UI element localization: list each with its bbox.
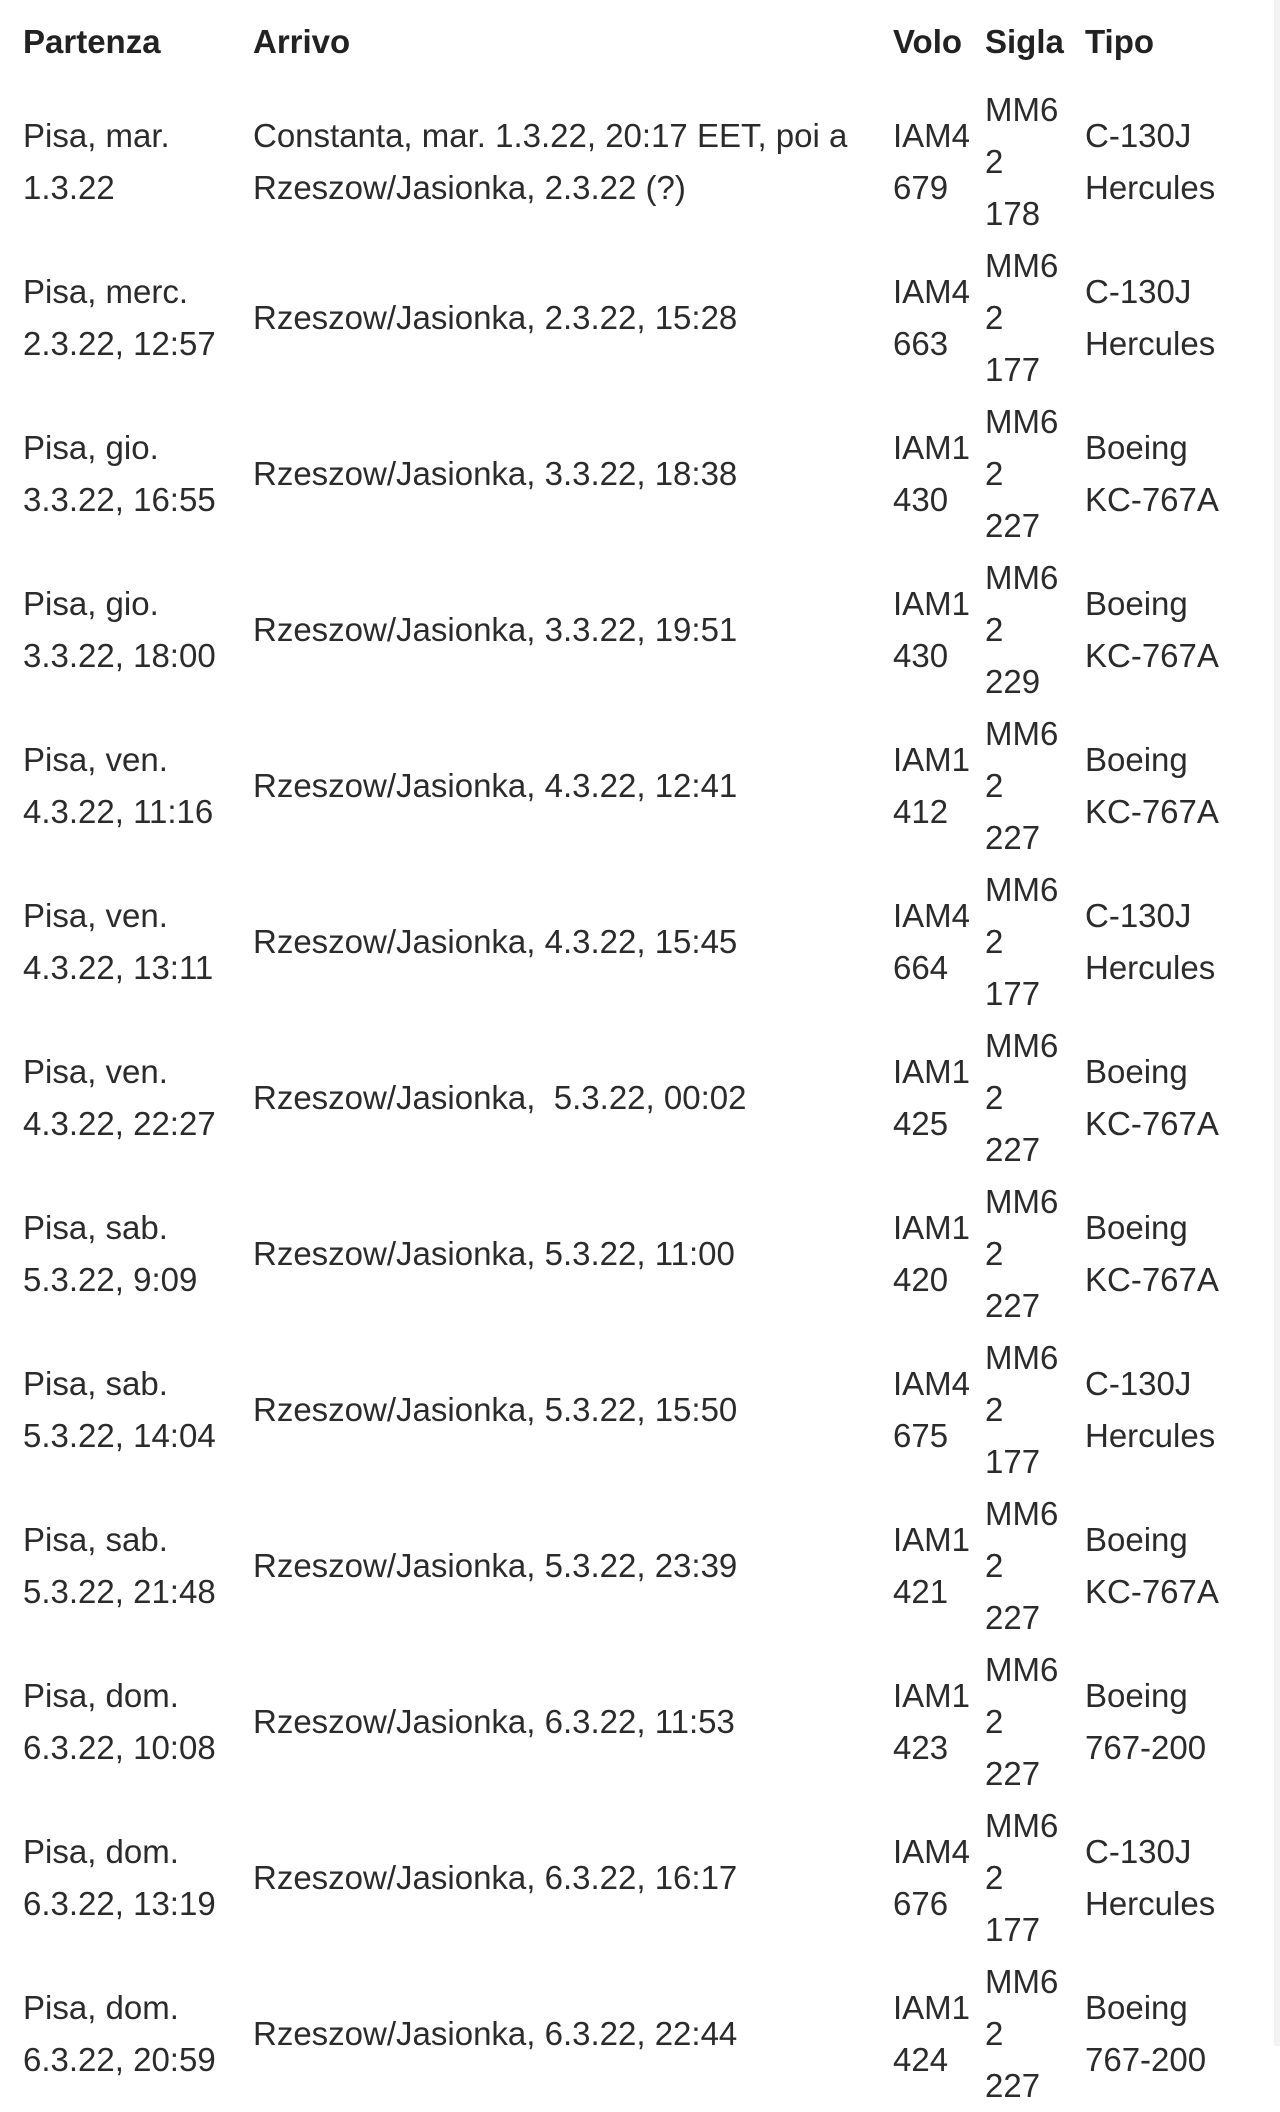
cell-flight: IAM1 424 <box>893 1989 971 2078</box>
cell-departure: Pisa, dom. 6.3.22, 13:19 <box>23 1833 216 1922</box>
cell-arrival: Rzeszow/Jasionka, 3.3.22, 18:38 <box>253 455 738 492</box>
cell-flight: IAM1 430 <box>893 429 971 518</box>
table-header <box>14 0 1244 84</box>
cell-flight: IAM1 423 <box>893 1677 971 1766</box>
cell-departure: Pisa, merc. 2.3.22, 12:57 <box>23 273 216 362</box>
page-right-edge <box>1274 0 1280 2046</box>
cell-arrival: Rzeszow/Jasionka, 5.3.22, 15:50 <box>253 1391 738 1428</box>
cell-flight: IAM1 430 <box>893 585 971 674</box>
cell-arrival: Rzeszow/Jasionka, 5.3.22, 23:39 <box>253 1547 738 1584</box>
cell-arrival: Rzeszow/Jasionka, 5.3.22, 00:02 <box>253 1079 747 1116</box>
table-row <box>14 1800 1244 1956</box>
table-row <box>14 240 1244 396</box>
cell-registration: MM62 178 <box>985 91 1059 232</box>
cell-type: C-130J Hercules <box>1085 117 1216 206</box>
cell-registration: MM62 227 <box>985 1183 1059 1324</box>
cell-type: Boeing 767-200 <box>1085 1677 1207 1766</box>
table-row <box>14 1176 1244 1332</box>
header-flight: Volo <box>893 23 963 60</box>
header-departure: Partenza <box>23 23 161 60</box>
table-row <box>14 396 1244 552</box>
cell-type: Boeing KC-767A <box>1085 1209 1219 1298</box>
cell-type: C-130J Hercules <box>1085 273 1216 362</box>
cell-flight: IAM1 412 <box>893 741 971 830</box>
cell-flight: IAM4 664 <box>893 897 971 986</box>
cell-departure: Pisa, sab. 5.3.22, 14:04 <box>23 1365 216 1454</box>
table-body <box>14 84 1244 2112</box>
cell-arrival: Rzeszow/Jasionka, 2.3.22, 15:28 <box>253 299 738 336</box>
cell-registration: MM62 177 <box>985 871 1059 1012</box>
cell-type: C-130J Hercules <box>1085 897 1216 986</box>
table-row <box>14 1020 1244 1176</box>
cell-departure: Pisa, ven. 4.3.22, 13:11 <box>23 897 214 986</box>
header-registration: Sigla <box>985 23 1064 60</box>
cell-registration: MM62 177 <box>985 1807 1059 1948</box>
cell-type: C-130J Hercules <box>1085 1365 1216 1454</box>
cell-flight: IAM1 420 <box>893 1209 971 1298</box>
cell-type: Boeing 767-200 <box>1085 1989 1207 2078</box>
cell-registration: MM62 227 <box>985 403 1059 544</box>
cell-arrival: Rzeszow/Jasionka, 6.3.22, 16:17 <box>253 1859 738 1896</box>
cell-registration: MM62 227 <box>985 1651 1059 1792</box>
cell-departure: Pisa, sab. 5.3.22, 21:48 <box>23 1521 216 1610</box>
cell-registration: MM62 177 <box>985 1339 1059 1480</box>
table-row <box>14 1644 1244 1800</box>
header-row <box>14 0 1244 84</box>
cell-arrival: Rzeszow/Jasionka, 6.3.22, 11:53 <box>253 1703 735 1740</box>
cell-arrival: Rzeszow/Jasionka, 4.3.22, 15:45 <box>253 923 738 960</box>
cell-arrival: Rzeszow/Jasionka, 5.3.22, 11:00 <box>253 1235 735 1272</box>
cell-type: Boeing KC-767A <box>1085 429 1219 518</box>
table-row <box>14 1956 1244 2112</box>
cell-departure: Pisa, dom. 6.3.22, 10:08 <box>23 1677 216 1766</box>
table-row <box>14 708 1244 864</box>
cell-arrival: Rzeszow/Jasionka, 3.3.22, 19:51 <box>253 611 738 648</box>
cell-registration: MM62 177 <box>985 247 1059 388</box>
cell-type: Boeing KC-767A <box>1085 1521 1219 1610</box>
cell-departure: Pisa, ven. 4.3.22, 11:16 <box>23 741 214 830</box>
cell-registration: MM62 227 <box>985 1495 1059 1636</box>
cell-type: Boeing KC-767A <box>1085 1053 1219 1142</box>
cell-departure: Pisa, ven. 4.3.22, 22:27 <box>23 1053 216 1142</box>
table-row <box>14 84 1244 240</box>
cell-type: Boeing KC-767A <box>1085 585 1219 674</box>
cell-registration: MM62 227 <box>985 1027 1059 1168</box>
header-arrival: Arrivo <box>253 23 351 60</box>
cell-registration: MM62 229 <box>985 559 1059 700</box>
cell-flight: IAM4 675 <box>893 1365 971 1454</box>
cell-flight: IAM4 663 <box>893 273 971 362</box>
cell-arrival: Constanta, mar. 1.3.22, 20:17 EET, poi a Rzeszow/Jasionka, 2.3.22 (?) <box>253 117 848 206</box>
cell-registration: MM62 227 <box>985 1963 1059 2104</box>
cell-flight: IAM1 421 <box>893 1521 971 1610</box>
cell-departure: Pisa, gio. 3.3.22, 16:55 <box>23 429 216 518</box>
table-row <box>14 552 1244 708</box>
cell-arrival: Rzeszow/Jasionka, 6.3.22, 22:44 <box>253 2015 738 2052</box>
cell-flight: IAM4 676 <box>893 1833 971 1922</box>
cell-type: Boeing KC-767A <box>1085 741 1219 830</box>
cell-departure: Pisa, sab. 5.3.22, 9:09 <box>23 1209 198 1298</box>
header-type: Tipo <box>1085 23 1155 60</box>
cell-flight: IAM4 679 <box>893 117 971 206</box>
cell-arrival: Rzeszow/Jasionka, 4.3.22, 12:41 <box>253 767 738 804</box>
cell-departure: Pisa, dom. 6.3.22, 20:59 <box>23 1989 216 2078</box>
cell-departure: Pisa, gio. 3.3.22, 18:00 <box>23 585 216 674</box>
flights-table <box>14 0 1244 2112</box>
table-row <box>14 1332 1244 1488</box>
cell-type: C-130J Hercules <box>1085 1833 1216 1922</box>
table-row <box>14 1488 1244 1644</box>
cell-flight: IAM1 425 <box>893 1053 971 1142</box>
table-row <box>14 864 1244 1020</box>
cell-departure: Pisa, mar. 1.3.22 <box>23 117 170 206</box>
cell-registration: MM62 227 <box>985 715 1059 856</box>
